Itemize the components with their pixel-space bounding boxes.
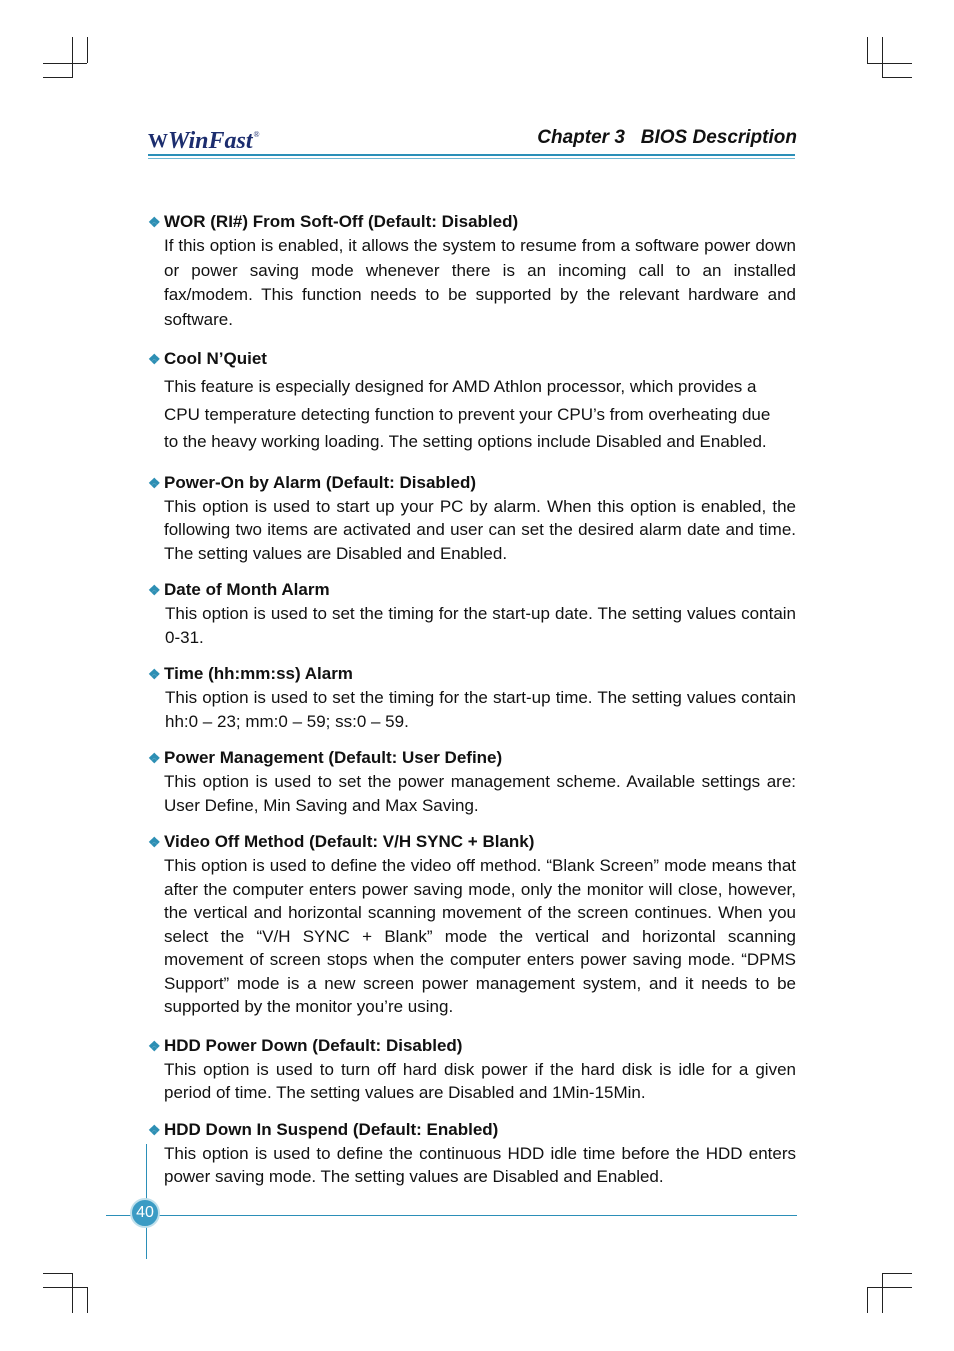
logo-registered-mark: ® (253, 130, 260, 139)
section-heading-text: Time (hh:mm:ss) Alarm (164, 664, 353, 683)
page-content (148, 210, 796, 1189)
winfast-logo (148, 127, 260, 155)
section (148, 746, 796, 817)
logo-text: WinFast (168, 128, 253, 154)
section (148, 210, 796, 332)
header-rule (148, 154, 795, 156)
header-rule-thin (148, 158, 795, 159)
section-body: This option is used to set the timing for the start-up date. The setting values contain 0-31. (165, 604, 796, 647)
diamond-bullet-icon: ❖ (148, 1121, 161, 1138)
section-heading (148, 471, 796, 495)
section-body: This option is used to define the video off method. “Blank Screen” mode means that after the computer enters power saving mode, only the monitor will close, however, the vertical and horizontal scanning movement of the screen continues. When you select the “V/H SYNC + Blank” mode the vertical and horizontal scanning movement of screen stops when the computer enters power saving mode. “DPMS Support” mode is a new screen power management system, and it needs to be supported by the monitor you’re using. (164, 856, 796, 1016)
section-heading (148, 347, 796, 371)
section-heading-text: HDD Power Down (Default: Disabled) (164, 1035, 463, 1055)
section-heading-text: Date of Month Alarm (164, 580, 330, 599)
section (148, 347, 796, 456)
section (148, 830, 796, 1019)
section (148, 662, 796, 733)
section-body: If this option is enabled, it allows the system to resume from a software power down or power saving mode whenever there is an incoming call to an installed fax/modem. This function needs to be supported by the relevant hardware and software. (164, 236, 796, 329)
section (148, 578, 796, 649)
section-heading (148, 210, 796, 234)
section-body: This option is used to set the power management scheme. Available settings are: User Define, Min Saving and Max Saving. (164, 772, 796, 815)
section-heading (148, 830, 796, 854)
section-heading (148, 1034, 796, 1058)
section-body: This feature is especially designed for AMD Athlon processor, which provides a CPU temperature detecting function to prevent your CPU’s from overheating due to the heavy working loading. The setting options include Disabled and Enabled. (164, 377, 771, 451)
section-heading-text: Video Off Method (Default: V/H SYNC + Blank) (164, 832, 535, 851)
section-body: This option is used to set the timing for the start-up time. The setting values contain hh:0 – 23; mm:0 – 59; ss:0 – 59. (165, 688, 796, 731)
section-heading (148, 662, 796, 686)
section-heading (148, 578, 796, 602)
footer-rule (106, 1215, 797, 1216)
diamond-bullet-icon: ❖ (148, 474, 161, 491)
page-number: 40 (130, 1198, 160, 1228)
diamond-bullet-icon: ❖ (148, 351, 161, 367)
diamond-bullet-icon: ❖ (148, 214, 161, 230)
section-heading (148, 746, 796, 770)
section-heading-text: WOR (RI#) From Soft-Off (Default: Disabled) (164, 212, 519, 231)
diamond-bullet-icon: ❖ (148, 1037, 161, 1054)
section-heading-text: Power-On by Alarm (Default: Disabled) (164, 472, 477, 492)
section (148, 1118, 796, 1189)
section (148, 471, 796, 566)
section-heading (148, 1118, 796, 1142)
section-heading-text: Cool N’Quiet (164, 349, 267, 368)
logo-mark: W (148, 130, 164, 152)
diamond-bullet-icon: ❖ (148, 834, 161, 850)
section-body: This option is used to turn off hard disk power if the hard disk is idle for a given period of time. The setting values are Disabled and 1Min-15Min. (164, 1059, 796, 1102)
section-heading-text: HDD Down In Suspend (Default: Enabled) (164, 1119, 499, 1139)
section-body: This option is used to start up your PC by alarm. When this option is enabled, the following two items are activated and user can set the desired alarm date and time. The setting values are Disabled and Enabled. (164, 496, 796, 563)
chapter-title: Chapter 3 BIOS Description (537, 127, 797, 148)
diamond-bullet-icon: ❖ (148, 750, 161, 766)
section-heading-text: Power Management (Default: User Define) (164, 748, 503, 767)
section (148, 1034, 796, 1105)
diamond-bullet-icon: ❖ (148, 666, 161, 682)
diamond-bullet-icon: ❖ (148, 582, 161, 598)
section-body: This option is used to define the continuous HDD idle time before the HDD enters power saving mode. The setting values are Disabled and Enabled. (164, 1143, 796, 1186)
